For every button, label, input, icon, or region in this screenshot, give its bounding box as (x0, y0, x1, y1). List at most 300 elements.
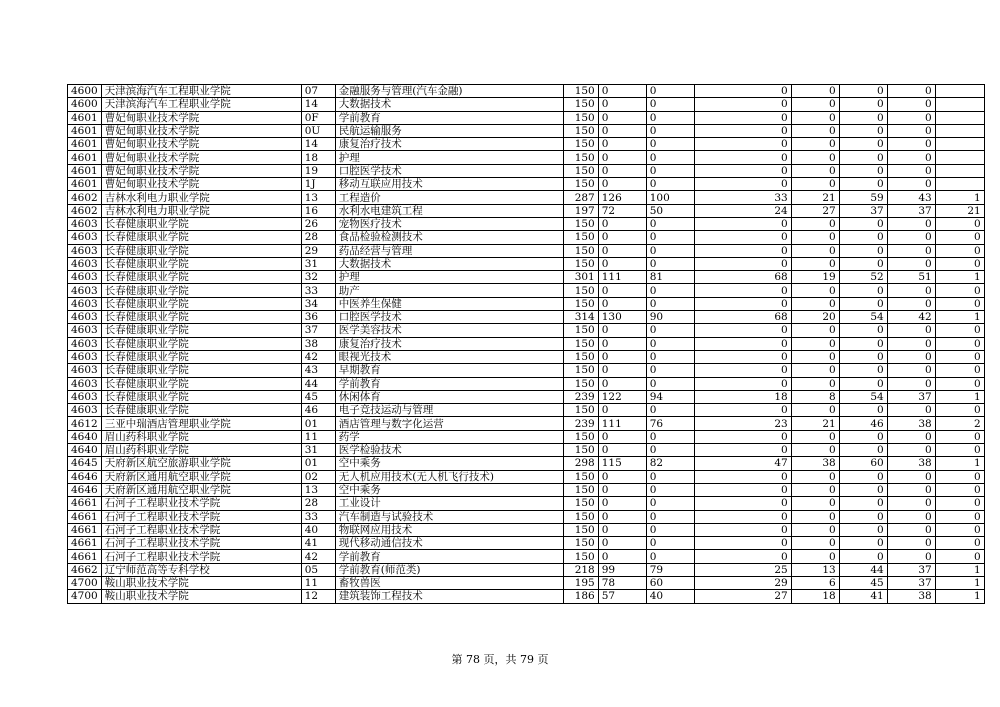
school-code-cell: 4601 (68, 178, 102, 191)
col-12-cell: 0 (935, 523, 984, 536)
col-12-cell: 1 (935, 191, 984, 204)
col-8-cell: 0 (694, 497, 791, 510)
school-code-cell: 4603 (68, 404, 102, 417)
col-9-cell: 0 (791, 111, 839, 124)
col-8-cell: 0 (694, 111, 791, 124)
col-8-cell: 68 (694, 271, 791, 284)
col-5-cell: 150 (563, 550, 598, 563)
col-8-cell: 18 (694, 390, 791, 403)
admissions-table (67, 84, 985, 604)
col-12-cell (935, 111, 984, 124)
col-10-cell: 46 (839, 417, 887, 430)
col-9-cell: 0 (791, 244, 839, 257)
table-row (68, 178, 985, 191)
col-10-cell: 0 (839, 337, 887, 350)
col-10-cell: 0 (839, 85, 887, 98)
col-9-cell: 0 (791, 151, 839, 164)
col-5-cell: 150 (563, 337, 598, 350)
table-row (68, 111, 985, 124)
col-6-cell: 0 (598, 111, 646, 124)
col-11-cell: 0 (887, 350, 935, 363)
major-code-cell: 05 (301, 563, 335, 576)
col-10-cell: 0 (839, 231, 887, 244)
table-body (68, 85, 985, 604)
school-code-cell: 4646 (68, 470, 102, 483)
major-name-cell: 康复治疗技术 (335, 138, 563, 151)
col-9-cell: 21 (791, 191, 839, 204)
col-6-cell: 0 (598, 537, 646, 550)
col-6-cell: 0 (598, 231, 646, 244)
col-10-cell: 0 (839, 151, 887, 164)
col-12-cell: 1 (935, 390, 984, 403)
major-code-cell: 43 (301, 364, 335, 377)
col-5-cell: 150 (563, 510, 598, 523)
col-5-cell: 150 (563, 483, 598, 496)
col-8-cell: 0 (694, 178, 791, 191)
col-6-cell: 0 (598, 483, 646, 496)
major-code-cell: 36 (301, 311, 335, 324)
col-10-cell: 0 (839, 377, 887, 390)
major-name-cell: 口腔医学技术 (335, 311, 563, 324)
col-8-cell: 0 (694, 124, 791, 137)
col-12-cell (935, 138, 984, 151)
col-10-cell: 0 (839, 284, 887, 297)
col-11-cell: 0 (887, 297, 935, 310)
school-name-cell: 石河子工程职业技术学院 (101, 537, 301, 550)
major-code-cell: 19 (301, 164, 335, 177)
col-6-cell: 0 (598, 257, 646, 270)
col-6-cell: 0 (598, 404, 646, 417)
col-10-cell: 0 (839, 430, 887, 443)
table-row (68, 164, 985, 177)
school-code-cell: 4661 (68, 497, 102, 510)
table-row (68, 523, 985, 536)
col-10-cell: 54 (839, 311, 887, 324)
col-11-cell: 0 (887, 151, 935, 164)
col-12-cell: 0 (935, 404, 984, 417)
major-name-cell: 金融服务与管理(汽车金融) (335, 85, 563, 98)
col-5-cell: 150 (563, 284, 598, 297)
school-name-cell: 鞍山职业技术学院 (101, 590, 301, 603)
col-7-cell: 0 (646, 124, 694, 137)
col-5-cell: 150 (563, 85, 598, 98)
col-8-cell: 0 (694, 404, 791, 417)
col-6-cell: 0 (598, 324, 646, 337)
col-8-cell: 0 (694, 217, 791, 230)
col-9-cell: 18 (791, 590, 839, 603)
col-9-cell: 0 (791, 404, 839, 417)
major-code-cell: 40 (301, 523, 335, 536)
col-6-cell: 111 (598, 271, 646, 284)
col-12-cell (935, 98, 984, 111)
col-10-cell: 0 (839, 350, 887, 363)
col-11-cell: 0 (887, 337, 935, 350)
col-7-cell: 82 (646, 457, 694, 470)
col-5-cell: 150 (563, 537, 598, 550)
school-name-cell: 曹妃甸职业技术学院 (101, 124, 301, 137)
col-10-cell: 37 (839, 204, 887, 217)
col-7-cell: 0 (646, 523, 694, 536)
major-code-cell: 33 (301, 510, 335, 523)
col-12-cell: 2 (935, 417, 984, 430)
col-9-cell: 20 (791, 311, 839, 324)
col-7-cell: 0 (646, 151, 694, 164)
school-name-cell: 曹妃甸职业技术学院 (101, 151, 301, 164)
col-12-cell: 1 (935, 311, 984, 324)
col-8-cell: 0 (694, 550, 791, 563)
col-9-cell: 0 (791, 337, 839, 350)
table-row (68, 404, 985, 417)
col-9-cell: 8 (791, 390, 839, 403)
major-name-cell: 移动互联应用技术 (335, 178, 563, 191)
major-code-cell: 14 (301, 98, 335, 111)
col-11-cell: 0 (887, 164, 935, 177)
col-5-cell: 239 (563, 390, 598, 403)
col-9-cell: 0 (791, 430, 839, 443)
col-12-cell: 0 (935, 430, 984, 443)
table-row (68, 390, 985, 403)
col-8-cell: 0 (694, 470, 791, 483)
table-row (68, 457, 985, 470)
col-11-cell: 0 (887, 470, 935, 483)
table-row (68, 217, 985, 230)
col-9-cell: 0 (791, 350, 839, 363)
major-code-cell: 42 (301, 550, 335, 563)
col-6-cell: 126 (598, 191, 646, 204)
col-9-cell: 0 (791, 523, 839, 536)
col-6-cell: 115 (598, 457, 646, 470)
col-11-cell: 0 (887, 430, 935, 443)
col-5-cell: 218 (563, 563, 598, 576)
col-12-cell: 0 (935, 337, 984, 350)
col-9-cell: 0 (791, 444, 839, 457)
col-8-cell: 33 (694, 191, 791, 204)
col-10-cell: 0 (839, 523, 887, 536)
school-code-cell: 4602 (68, 204, 102, 217)
col-6-cell: 0 (598, 284, 646, 297)
table-row (68, 430, 985, 443)
col-8-cell: 0 (694, 297, 791, 310)
col-8-cell: 0 (694, 537, 791, 550)
school-code-cell: 4603 (68, 244, 102, 257)
col-9-cell: 0 (791, 537, 839, 550)
col-5-cell: 150 (563, 178, 598, 191)
school-name-cell: 曹妃甸职业技术学院 (101, 111, 301, 124)
col-9-cell: 0 (791, 497, 839, 510)
col-9-cell: 0 (791, 377, 839, 390)
table-row (68, 231, 985, 244)
col-5-cell: 195 (563, 576, 598, 589)
col-6-cell: 0 (598, 178, 646, 191)
table-row (68, 85, 985, 98)
major-name-cell: 助产 (335, 284, 563, 297)
major-name-cell: 护理 (335, 271, 563, 284)
col-12-cell: 0 (935, 297, 984, 310)
col-8-cell: 0 (694, 364, 791, 377)
school-code-cell: 4603 (68, 231, 102, 244)
col-10-cell: 0 (839, 364, 887, 377)
col-6-cell: 0 (598, 337, 646, 350)
col-8-cell: 0 (694, 523, 791, 536)
col-11-cell: 43 (887, 191, 935, 204)
col-12-cell: 0 (935, 470, 984, 483)
school-name-cell: 曹妃甸职业技术学院 (101, 138, 301, 151)
school-name-cell: 天府新区通用航空职业学院 (101, 483, 301, 496)
col-7-cell: 0 (646, 85, 694, 98)
school-name-cell: 长春健康职业学院 (101, 244, 301, 257)
school-name-cell: 长春健康职业学院 (101, 350, 301, 363)
col-5-cell: 150 (563, 138, 598, 151)
col-6-cell: 0 (598, 430, 646, 443)
school-name-cell: 长春健康职业学院 (101, 311, 301, 324)
major-name-cell: 酒店管理与数字化运营 (335, 417, 563, 430)
school-name-cell: 眉山药科职业学院 (101, 444, 301, 457)
major-name-cell: 现代移动通信技术 (335, 537, 563, 550)
col-8-cell: 0 (694, 510, 791, 523)
col-5-cell: 150 (563, 470, 598, 483)
col-9-cell: 0 (791, 510, 839, 523)
col-6-cell: 57 (598, 590, 646, 603)
col-12-cell: 0 (935, 444, 984, 457)
col-10-cell: 0 (839, 257, 887, 270)
school-name-cell: 长春健康职业学院 (101, 390, 301, 403)
col-12-cell: 0 (935, 231, 984, 244)
col-5-cell: 150 (563, 124, 598, 137)
col-8-cell: 0 (694, 350, 791, 363)
col-11-cell: 0 (887, 244, 935, 257)
table-row (68, 244, 985, 257)
col-12-cell (935, 85, 984, 98)
col-10-cell: 45 (839, 576, 887, 589)
col-5-cell: 150 (563, 217, 598, 230)
table-row (68, 470, 985, 483)
school-code-cell: 4661 (68, 510, 102, 523)
col-7-cell: 0 (646, 537, 694, 550)
major-code-cell: 07 (301, 85, 335, 98)
school-name-cell: 长春健康职业学院 (101, 377, 301, 390)
col-6-cell: 78 (598, 576, 646, 589)
table-row (68, 563, 985, 576)
col-5-cell: 150 (563, 151, 598, 164)
col-12-cell: 0 (935, 497, 984, 510)
col-7-cell: 0 (646, 98, 694, 111)
major-code-cell: 32 (301, 271, 335, 284)
col-7-cell: 79 (646, 563, 694, 576)
table-row (68, 257, 985, 270)
col-9-cell: 21 (791, 417, 839, 430)
school-name-cell: 长春健康职业学院 (101, 271, 301, 284)
col-7-cell: 0 (646, 111, 694, 124)
col-9-cell: 0 (791, 257, 839, 270)
col-6-cell: 0 (598, 98, 646, 111)
col-8-cell: 0 (694, 284, 791, 297)
table-row (68, 297, 985, 310)
major-code-cell: 45 (301, 390, 335, 403)
col-7-cell: 0 (646, 364, 694, 377)
col-5-cell: 239 (563, 417, 598, 430)
major-code-cell: 11 (301, 576, 335, 589)
school-code-cell: 4603 (68, 297, 102, 310)
col-10-cell: 0 (839, 324, 887, 337)
school-code-cell: 4603 (68, 337, 102, 350)
col-6-cell: 0 (598, 470, 646, 483)
col-8-cell: 23 (694, 417, 791, 430)
col-5-cell: 150 (563, 297, 598, 310)
col-12-cell (935, 178, 984, 191)
major-code-cell: 31 (301, 444, 335, 457)
col-7-cell: 94 (646, 390, 694, 403)
school-code-cell: 4601 (68, 151, 102, 164)
major-code-cell: 29 (301, 244, 335, 257)
major-name-cell: 口腔医学技术 (335, 164, 563, 177)
col-6-cell: 0 (598, 377, 646, 390)
major-name-cell: 大数据技术 (335, 257, 563, 270)
major-name-cell: 建筑装饰工程技术 (335, 590, 563, 603)
school-name-cell: 长春健康职业学院 (101, 257, 301, 270)
col-12-cell: 0 (935, 550, 984, 563)
col-7-cell: 40 (646, 590, 694, 603)
table-row (68, 98, 985, 111)
school-code-cell: 4603 (68, 257, 102, 270)
col-8-cell: 0 (694, 430, 791, 443)
col-7-cell: 0 (646, 470, 694, 483)
col-7-cell: 0 (646, 284, 694, 297)
col-9-cell: 0 (791, 138, 839, 151)
col-10-cell: 0 (839, 497, 887, 510)
major-name-cell: 护理 (335, 151, 563, 164)
major-code-cell: 16 (301, 204, 335, 217)
major-name-cell: 学前教育 (335, 550, 563, 563)
col-11-cell: 0 (887, 257, 935, 270)
col-12-cell: 1 (935, 590, 984, 603)
major-code-cell: 0U (301, 124, 335, 137)
col-10-cell: 0 (839, 537, 887, 550)
col-6-cell: 0 (598, 364, 646, 377)
col-7-cell: 0 (646, 257, 694, 270)
col-7-cell: 0 (646, 404, 694, 417)
major-code-cell: 01 (301, 417, 335, 430)
major-code-cell: 33 (301, 284, 335, 297)
col-9-cell: 19 (791, 271, 839, 284)
col-6-cell: 0 (598, 523, 646, 536)
col-12-cell: 0 (935, 217, 984, 230)
major-code-cell: 13 (301, 191, 335, 204)
major-code-cell: 1J (301, 178, 335, 191)
school-code-cell: 4601 (68, 111, 102, 124)
col-5-cell: 150 (563, 257, 598, 270)
col-11-cell: 37 (887, 563, 935, 576)
school-name-cell: 曹妃甸职业技术学院 (101, 164, 301, 177)
school-code-cell: 4700 (68, 576, 102, 589)
col-11-cell: 0 (887, 85, 935, 98)
col-9-cell: 0 (791, 550, 839, 563)
col-10-cell: 0 (839, 178, 887, 191)
col-11-cell: 38 (887, 590, 935, 603)
major-name-cell: 药学 (335, 430, 563, 443)
major-code-cell: 26 (301, 217, 335, 230)
col-11-cell: 0 (887, 138, 935, 151)
col-10-cell: 0 (839, 510, 887, 523)
major-code-cell: 42 (301, 350, 335, 363)
table-row (68, 537, 985, 550)
major-name-cell: 水利水电建筑工程 (335, 204, 563, 217)
col-11-cell: 0 (887, 483, 935, 496)
col-7-cell: 0 (646, 324, 694, 337)
col-7-cell: 0 (646, 550, 694, 563)
table-row (68, 364, 985, 377)
col-12-cell: 0 (935, 324, 984, 337)
col-7-cell: 90 (646, 311, 694, 324)
col-9-cell: 0 (791, 364, 839, 377)
col-11-cell: 0 (887, 510, 935, 523)
school-code-cell: 4640 (68, 444, 102, 457)
col-10-cell: 0 (839, 297, 887, 310)
col-7-cell: 0 (646, 430, 694, 443)
col-8-cell: 0 (694, 85, 791, 98)
col-11-cell: 0 (887, 231, 935, 244)
col-7-cell: 81 (646, 271, 694, 284)
school-name-cell: 长春健康职业学院 (101, 297, 301, 310)
col-12-cell: 0 (935, 483, 984, 496)
col-11-cell: 37 (887, 204, 935, 217)
col-11-cell: 0 (887, 497, 935, 510)
col-5-cell: 150 (563, 164, 598, 177)
school-code-cell: 4645 (68, 457, 102, 470)
col-10-cell: 60 (839, 457, 887, 470)
col-5-cell: 150 (563, 444, 598, 457)
school-code-cell: 4602 (68, 191, 102, 204)
major-name-cell: 畜牧兽医 (335, 576, 563, 589)
school-code-cell: 4600 (68, 85, 102, 98)
col-10-cell: 0 (839, 483, 887, 496)
col-12-cell: 0 (935, 350, 984, 363)
school-code-cell: 4612 (68, 417, 102, 430)
col-8-cell: 47 (694, 457, 791, 470)
col-6-cell: 0 (598, 85, 646, 98)
col-10-cell: 0 (839, 470, 887, 483)
col-5-cell: 150 (563, 377, 598, 390)
col-7-cell: 0 (646, 231, 694, 244)
school-code-cell: 4600 (68, 98, 102, 111)
school-code-cell: 4601 (68, 138, 102, 151)
col-9-cell: 13 (791, 563, 839, 576)
col-12-cell: 0 (935, 284, 984, 297)
col-12-cell (935, 151, 984, 164)
col-10-cell: 0 (839, 217, 887, 230)
col-5-cell: 150 (563, 324, 598, 337)
table-row (68, 483, 985, 496)
school-code-cell: 4646 (68, 483, 102, 496)
school-code-cell: 4603 (68, 377, 102, 390)
col-9-cell: 0 (791, 178, 839, 191)
school-code-cell: 4662 (68, 563, 102, 576)
col-12-cell: 21 (935, 204, 984, 217)
col-11-cell: 0 (887, 404, 935, 417)
school-code-cell: 4603 (68, 271, 102, 284)
col-10-cell: 0 (839, 444, 887, 457)
school-name-cell: 眉山药科职业学院 (101, 430, 301, 443)
col-7-cell: 0 (646, 350, 694, 363)
school-code-cell: 4661 (68, 523, 102, 536)
table-row (68, 576, 985, 589)
table-row (68, 550, 985, 563)
col-8-cell: 25 (694, 563, 791, 576)
table-row (68, 417, 985, 430)
col-11-cell: 38 (887, 417, 935, 430)
col-7-cell: 0 (646, 510, 694, 523)
school-code-cell: 4601 (68, 164, 102, 177)
col-8-cell: 68 (694, 311, 791, 324)
